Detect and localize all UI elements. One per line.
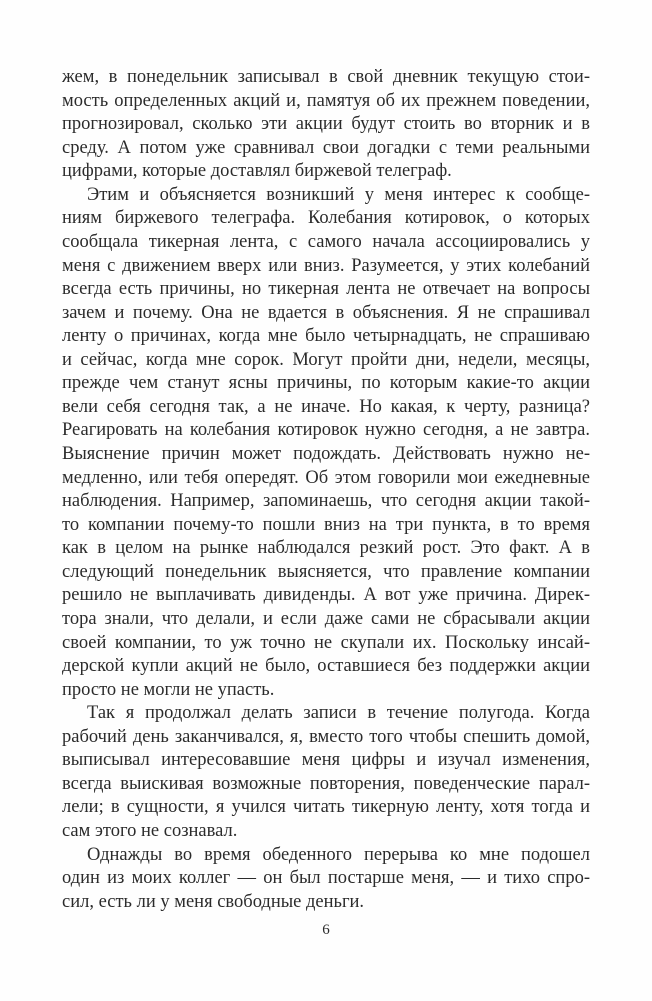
- text-line: Выяснение причин может подождать. Действовать нужно не-: [62, 444, 590, 464]
- text-line: сил, есть ли у меня свободные деньги.: [62, 891, 365, 912]
- text-line: как в целом на рынке наблюдался резкий рост. Это факт. А в: [62, 538, 590, 559]
- text-line: ленту о причинах, когда мне было четырнадцать, не спрашиваю: [62, 326, 590, 347]
- page-number: 6: [322, 922, 330, 938]
- text-line: один из моих коллег — он был постарше меня, — и тихо спро-: [62, 868, 590, 889]
- text-line: наблюдения. Например, запоминаешь, что сегодня акции такой-: [62, 491, 590, 512]
- text-line: решило не выплачивать дивиденды. А вот уже причина. Дирек-: [62, 585, 590, 606]
- text-line: вели себя сегодня так, а не иначе. Но какая, к черту, разница?: [62, 396, 590, 417]
- text-line: сам этого не сознавал.: [62, 821, 238, 841]
- text-line: то компании почему-то пошли вниз на три пункта, в то время: [62, 514, 590, 535]
- text-line: медленно, или тебя опередят. Об этом говорили мои ежедневные: [62, 467, 590, 488]
- text-line: лели; в сущности, я учился читать тикерную ленту, хотя тогда и: [62, 797, 590, 818]
- text-line: всегда есть причины, но тикерная лента не отвечает на вопросы: [62, 279, 590, 300]
- text-line: ниям биржевого телеграфа. Колебания котировок, о которых: [62, 208, 590, 229]
- text-line: цифрами, которые доставлял биржевой телеграф.: [62, 161, 452, 182]
- text-line: своей компании, то уж точно не скупали их. Поскольку инсай-: [62, 632, 590, 653]
- text-line: жем, в понедельник записывал в свой дневник текущую стои-: [62, 67, 590, 87]
- text-line: и сейчас, когда мне сорок. Могут пройти дни, недели, месяцы,: [62, 349, 590, 370]
- text-line: Этим и объясняется возникший у меня интерес к сообще-: [87, 184, 590, 205]
- text-line: рабочий день заканчивался, я, вместо того чтобы спешить домой,: [62, 726, 590, 747]
- text-line: зачем и почему. Она не вдается в объяснения. Я не спрашивал: [62, 302, 590, 323]
- text-line: следующий понедельник выясняется, что правление компании: [62, 561, 590, 582]
- text-line: Однажды во время обеденного перерыва ко мне подошел: [87, 844, 590, 865]
- text-line: среду. А потом уже сравнивал свои догадки с теми реальными: [62, 137, 590, 158]
- text-line: Реагировать на колебания котировок нужно сегодня, а не завтра.: [62, 420, 590, 441]
- text-line: всегда выискивая возможные повторения, поведенческие парал-: [62, 773, 590, 794]
- text-line: дерской купли акций не было, оставшиеся без поддержки акции: [62, 656, 590, 677]
- page-text: [62, 66, 590, 914]
- text-line: мость определенных акций и, памятуя об их прежнем поведении,: [62, 90, 590, 111]
- text-line: просто не могли не упасть.: [62, 679, 275, 700]
- text-line: Так я продолжал делать записи в течение полугода. Когда: [87, 703, 590, 724]
- text-line: тора знали, что делали, и если даже сами не сбрасывали акции: [62, 608, 590, 629]
- text-line: прежде чем станут ясны причины, по которым какие-то акции: [62, 373, 590, 394]
- text-line: сообщала тикерная лента, с самого начала ассоциировались у: [62, 231, 590, 252]
- text-line: меня с движением вверх или вниз. Разумеется, у этих колебаний: [62, 255, 590, 276]
- text-line: выписывал интересовавшие меня цифры и изучал изменения,: [62, 750, 590, 771]
- text-line: прогнозировал, сколько эти акции будут стоить во вторник и в: [62, 114, 590, 135]
